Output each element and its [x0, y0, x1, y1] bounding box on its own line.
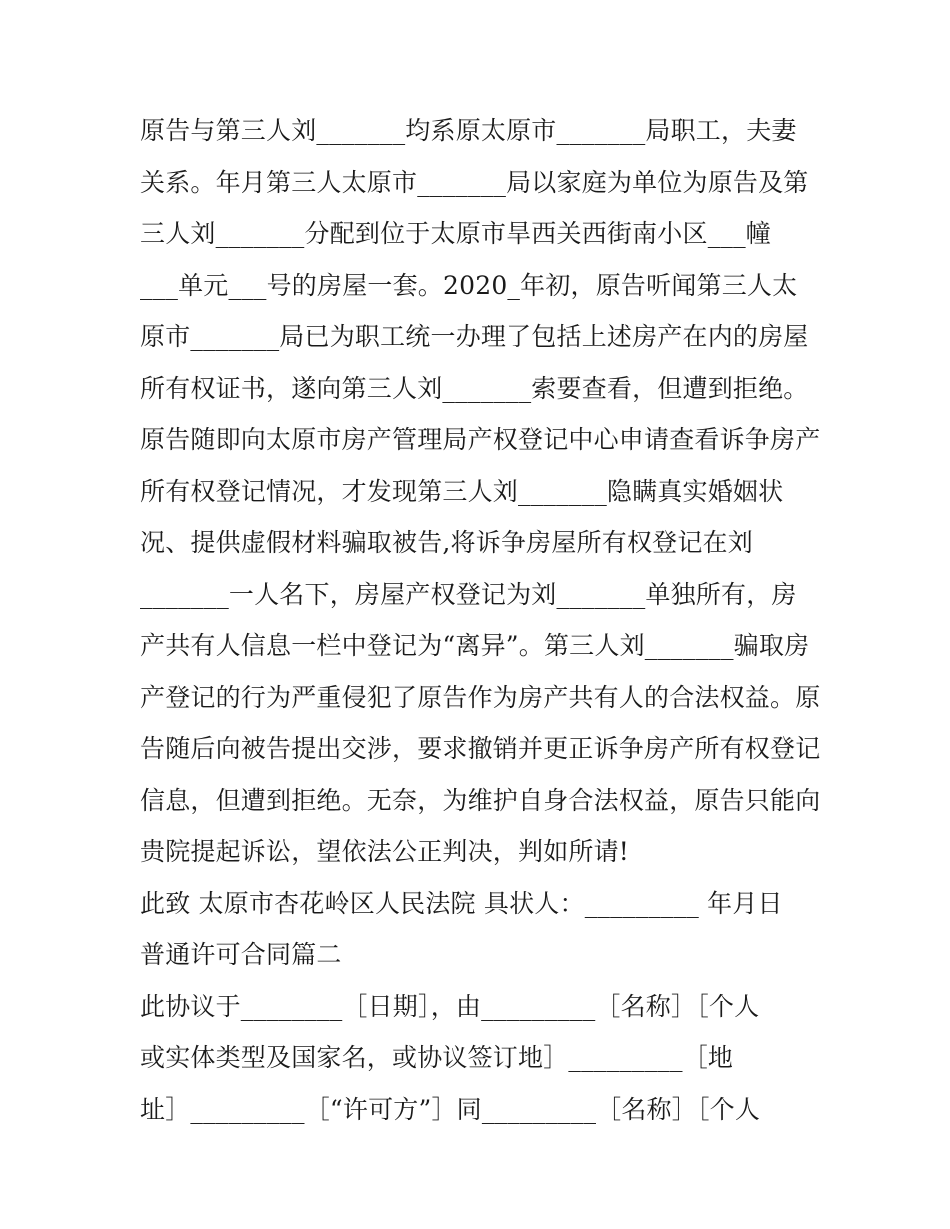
text-line: 原告与第三人刘_______均系原太原市_______局职工，夫妻: [140, 116, 797, 145]
text-line: 信息，但遭到拒绝。无奈，为维护自身合法权益，原告只能向: [140, 785, 821, 815]
text-line: 此协议于________［日期］，由_________［名称］［个人: [140, 991, 760, 1021]
signature-line: 此致 太原市杏花岭区人民法院 具状人：_________ 年月日: [140, 888, 783, 918]
text-line: 况、提供虚假材料骗取被告,将诉争房屋所有权登记在刘: [140, 528, 753, 557]
text-line: 三人刘_______分配到位于太原市旱西关西街南小区___幢: [140, 219, 772, 248]
text-line: 告随后向被告提出交涉，要求撤销并更正诉争房产所有权登记: [140, 734, 821, 763]
text-line: 关系。年月第三人太原市_______局以家庭为单位为原告及第: [140, 167, 809, 197]
text-line: 所有权证书，遂向第三人刘_______索要查看，但遭到拒绝。: [140, 373, 809, 403]
text-line: 原告随即向太原市房产管理局产权登记中心申请查看诉争房产: [140, 425, 821, 454]
text-line: 所有权登记情况，才发现第三人刘_______隐瞒真实婚姻状: [140, 476, 784, 506]
text-line: ___单元___号的房屋一套。2020_年初，原告听闻第三人太: [140, 270, 798, 300]
text-line: _______一人名下，房屋产权登记为刘_______单独所有，房: [140, 579, 797, 609]
text-line: 贵院提起诉讼，望依法公正判决，判如所请!: [140, 837, 630, 866]
text-line: 产共有人信息一栏中登记为“离异”。第三人刘_______骗取房: [140, 631, 810, 660]
text-line: 或实体类型及国家名，或协议签订地］_________［地: [140, 1043, 734, 1072]
text-line: 产登记的行为严重侵犯了原告作为房产共有人的合法权益。原: [140, 682, 821, 712]
document-body: [140, 105, 820, 1135]
text-line: 址］_________［“许可方”］同_________［名称］［个人: [140, 1094, 761, 1124]
section-heading: 普通许可合同篇二: [140, 940, 342, 969]
text-line: 原市_______局已为职工统一办理了包括上述房产在内的房屋: [140, 322, 809, 351]
